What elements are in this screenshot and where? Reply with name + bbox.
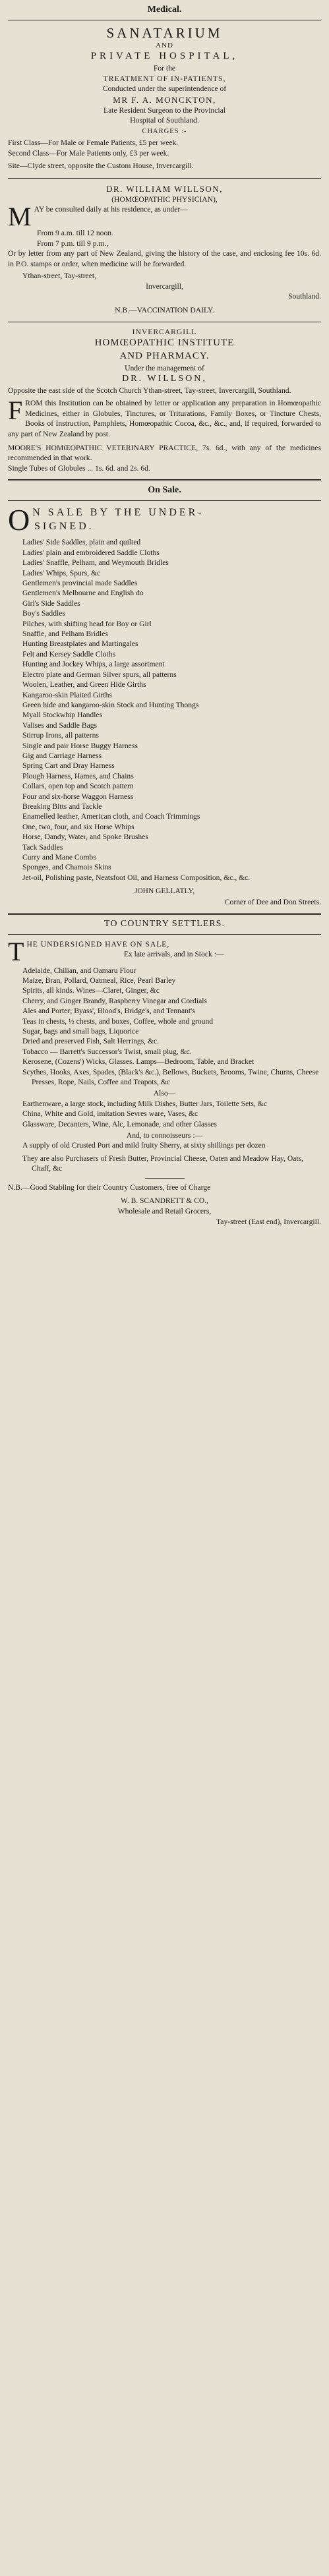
- list-item: Stirrup Irons, all patterns: [22, 731, 99, 740]
- list-item: China, White and Gold, imitation Sevres ware, Vases, &c: [22, 1109, 198, 1119]
- list-item: Green hide and kangaroo-skin Stock and Hunting Thongs: [22, 700, 199, 709]
- ad-connoisseurs: And, to connoisseurs :—: [126, 1131, 203, 1140]
- ad-hours-evening: From 7 p.m. till 9 p.m.,: [37, 239, 109, 248]
- list-item: Single and pair Horse Buggy Harness: [22, 741, 138, 750]
- ad-letter-text: Or by letter from any part of New Zealand, giving the history of the case, and enclosing fee 10s. 6d. in P.O. stamps or order, when medicine will be forwarded.: [8, 249, 321, 268]
- newspaper-column: [8, 0, 321, 1232]
- ad-sanatarium: [8, 24, 321, 175]
- ad-subtitle: PRIVATE HOSPITAL,: [90, 51, 239, 62]
- list-item: Adelaide, Chilian, and Oamaru Flour: [22, 966, 136, 975]
- drop-cap: O: [8, 502, 30, 537]
- divider: [8, 913, 321, 915]
- divider: [8, 500, 321, 501]
- list-item: A supply of old Crusted Port and mild fruity Sherry, at sixty shillings per dozen: [22, 1141, 266, 1150]
- list-item: Scythes, Hooks, Axes, Spades, (Black's &c.), Bellows, Buckets, Brooms, Twine, Churns, Cheese Presses, Rope, Nails, Coffee and Teapots, &c: [22, 1067, 319, 1086]
- list-item: Gig and Carriage Harness: [22, 751, 102, 760]
- list-item: Cherry, and Ginger Brandy, Raspberry Vinegar and Cordials: [22, 996, 207, 1005]
- list-item: Curry and Mane Combs: [22, 853, 96, 862]
- ad-willson: [8, 182, 321, 318]
- drop-cap: F: [8, 395, 23, 426]
- list-item: Tack Saddles: [22, 842, 63, 852]
- ad-doctor-name: DR. WILLIAM WILLSON,: [106, 183, 223, 194]
- list-item: Ales and Porter; Byass', Blood's, Bridge's, and Tennant's: [22, 1007, 195, 1016]
- list-item: Tobacco — Barrett's Successor's Twist, small plug, &c.: [22, 1047, 192, 1056]
- list-item: Spirits, all kinds. Wines—Claret, Ginger, &c: [22, 986, 160, 995]
- list-item: Valises and Saddle Bags: [22, 720, 98, 730]
- ad-address-1: Ythan-street, Tay-street,: [22, 272, 96, 281]
- ad-signature-name: JOHN GELLATLY,: [134, 887, 195, 896]
- ad-site: Site—Clyde street, opposite the Custom House, Invercargill.: [8, 161, 194, 171]
- ad-late-2: Hospital of Southland.: [130, 116, 199, 125]
- ad-for: For the: [153, 64, 176, 73]
- list-item: Hunting Breastplates and Martingales: [22, 639, 138, 649]
- list-item: Kangaroo-skin Plaited Girths: [22, 690, 112, 699]
- list-item: One, two, four, and six Horse Whips: [22, 822, 135, 831]
- ad-charges-heading: CHARGES :-: [142, 127, 187, 135]
- list-item: Collars, open top and Scotch pattern: [22, 782, 134, 791]
- list-item: Ladies' Snaffle, Pelham, and Weymouth Bridles: [22, 558, 169, 568]
- list-item: Ladies' plain and embroidered Saddle Cloths: [22, 548, 160, 557]
- list-item: Dried and preserved Fish, Salt Herrings, &c.: [22, 1037, 160, 1046]
- section-heading-country-settlers: TO COUNTRY SETTLERS.: [104, 918, 225, 929]
- list-item: Enamelled leather, American cloth, and Coach Trimmings: [22, 812, 200, 821]
- drop-cap: M: [8, 202, 32, 232]
- ad-lead-2: SIGNED.: [34, 521, 94, 533]
- list-item: Snaffle, and Pelham Bridles: [22, 629, 108, 639]
- divider: [8, 178, 321, 179]
- divider: [8, 934, 321, 935]
- list-item: Gentlemen's provincial made Saddles: [22, 579, 138, 588]
- ad-treatment: TREATMENT OF IN-PATIENTS,: [103, 74, 226, 83]
- list-item: Glassware, Decanters, Wine, Alc, Lemonade, and other Glasses: [22, 1119, 217, 1128]
- ad-qualification: (HOMŒOPATHIC PHYSICIAN),: [111, 195, 218, 204]
- divider: [145, 1178, 185, 1179]
- ad-second-class: Second Class—For Male Patients only, £3 per week.: [8, 148, 169, 158]
- list-item: Earthenware, a large stock, including Milk Dishes, Butter Jars, Toilette Sets, &c: [22, 1099, 267, 1108]
- ad-signature-name: W. B. SCANDRETT & CO.,: [121, 1197, 208, 1206]
- list-item: Ladies' Whips, Spurs, &c: [22, 568, 101, 577]
- list-item: Maize, Bran, Pollard, Oatmeal, Rice, Pearl Barley: [22, 976, 176, 985]
- ad-institute-name-1: HOMŒOPATHIC INSTITUTE: [94, 337, 235, 349]
- ad-trade: Wholesale and Retail Grocers,: [117, 1207, 212, 1216]
- list-item: Electro plate and German Silver spurs, all patterns: [22, 670, 177, 679]
- ad-town: INVERCARGILL: [132, 327, 197, 336]
- drop-cap: T: [8, 936, 24, 966]
- ad-lead: HE UNDERSIGNED HAVE ON SALE,: [26, 939, 170, 949]
- list-item: Woolen, Leather, and Green Hide Girths: [22, 680, 146, 689]
- list-item: Myall Stockwhip Handles: [22, 711, 103, 720]
- ad-scandrett: [8, 938, 321, 1230]
- list-item: Pilches, with shifting head for Boy or Girl: [22, 619, 152, 628]
- ad-nb: N.B.—VACCINATION DAILY.: [115, 306, 214, 315]
- list-item: They are also Purchasers of Fresh Butter, Provincial Cheese, Oaten and Meadow Hay, Oats, Chaff, &c: [22, 1154, 304, 1173]
- ad-lead-2: Ex late arrivals, and in Stock :—: [123, 949, 224, 958]
- ad-hours-morning: From 9 a.m. till 12 noon.: [37, 229, 113, 238]
- list-item: Sugar, bags and small bags, Liquorice: [22, 1026, 139, 1036]
- ad-first-class: First Class—For Male or Female Patients, £5 per week.: [8, 138, 179, 147]
- list-item: Teas in chests, ½ chests, and boxes, Coffee, whole and ground: [22, 1016, 214, 1026]
- ad-under: Under the management of: [125, 364, 204, 373]
- section-heading-medical: Medical.: [147, 5, 182, 15]
- ad-homoeopathic-institute: [8, 326, 321, 477]
- ad-intro: AY be consulted daily at his residence, as under—: [34, 205, 188, 214]
- ad-late-1: Late Resident Surgeon to the Provincial: [104, 105, 225, 115]
- list-item: Felt and Kersey Saddle Cloths: [22, 649, 116, 659]
- divider: [8, 479, 321, 481]
- ad-tubes: Single Tubes of Globules ... 1s. 6d. and 2s. 6d.: [8, 463, 150, 473]
- ad-nb: N.B.—Good Stabling for their Country Customers, free of Charge: [8, 1183, 211, 1192]
- list-item: Four and six-horse Waggon Harness: [22, 792, 134, 801]
- list-item: Jet-oil, Polishing paste, Neatsfoot Oil, and Harness Composition, &c., &c.: [22, 873, 251, 882]
- section-heading-on-sale: On Sale.: [148, 485, 181, 496]
- ad-gellatly: [8, 504, 321, 910]
- ad-and: AND: [156, 41, 173, 49]
- ad-conducted: Conducted under the superintendence of: [102, 84, 227, 94]
- ad-signature-address: Tay-street (East end), Invercargill.: [216, 1217, 321, 1226]
- list-item: Horse, Dandy, Water, and Spoke Brushes: [22, 833, 148, 842]
- ad-signature-address: Corner of Dee and Don Streets.: [224, 897, 321, 906]
- ad-doctor-name: DR. WILLSON,: [122, 374, 207, 384]
- list-item: Breaking Bitts and Tackle: [22, 802, 102, 811]
- ad-address-3: Southland.: [288, 291, 321, 301]
- list-item: Ladies' Side Saddles, plain and quilted: [22, 538, 141, 547]
- ad-doctor-name: MR F. A. MONCKTON,: [113, 94, 216, 105]
- ad-address-2: Invercargill,: [146, 281, 183, 291]
- ad-body: ROM this Institution can be obtained by letter or application any preparation in Homœopathic Medicines, either in Globules, Tinctures, or Triturations, Family Boxes, or Tincture Chests, Books of Instruction, Pamphlets, Homœopathic Cocoa, &c., &c., and, if required, forwarded to any part of New Zealand by post.: [8, 399, 321, 438]
- ad-moore: MOORE'S HOMŒOPATHIC VETERINARY PRACTICE, 7s. 6d., with any of the medicines recommended in that work.: [8, 444, 321, 463]
- list-item: Hunting and Jockey Whips, a large assortment: [22, 660, 165, 669]
- list-item: Sponges, and Chamois Skins: [22, 863, 111, 872]
- list-item: Plough Harness, Hames, and Chains: [22, 771, 134, 780]
- ad-institute-name-2: AND PHARMACY.: [119, 351, 210, 362]
- list-item: Kerosene, (Cozens') Wicks, Glasses. Lamps—Bedroom, Table, and Bracket: [22, 1057, 254, 1067]
- ad-lead-1: N SALE BY THE UNDER-: [32, 506, 204, 518]
- list-item: Boy's Saddles: [22, 609, 65, 618]
- ad-title: SANATARIUM: [106, 24, 223, 41]
- ad-also: Also—: [153, 1089, 176, 1098]
- list-item: Gentlemen's Melbourne and English do: [22, 589, 144, 598]
- list-item: Girl's Side Saddles: [22, 599, 80, 608]
- ad-opposite: Opposite the east side of the Scotch Church Ythan-street, Tay-street, Invercargill, Southland.: [8, 386, 291, 395]
- list-item: Spring Cart and Dray Harness: [22, 761, 115, 771]
